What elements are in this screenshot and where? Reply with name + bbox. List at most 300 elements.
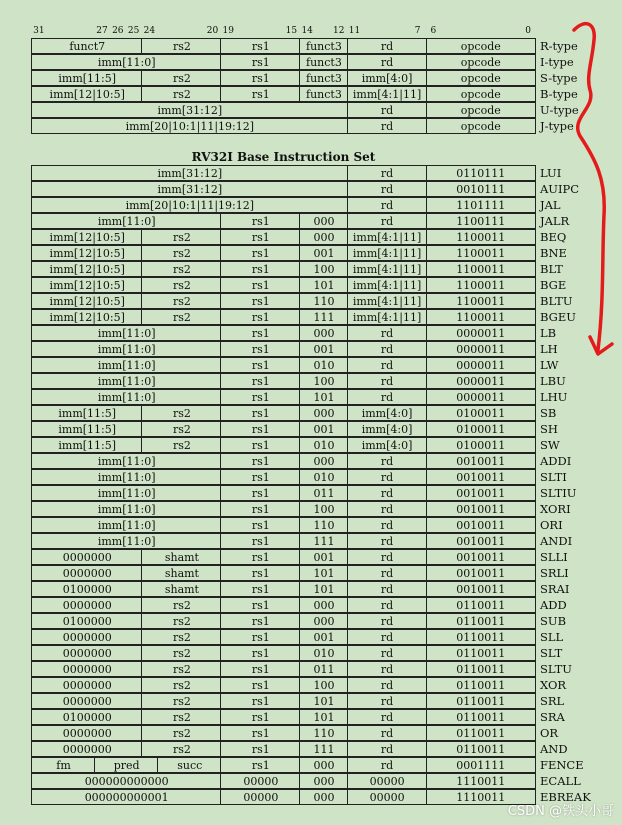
field-cell: rs1: [220, 677, 300, 693]
field-cell: rs1: [220, 341, 300, 357]
field-cell: 101: [299, 709, 347, 725]
field-cell: funct3: [299, 38, 347, 54]
field-cell: imm[4:1|11]: [347, 261, 427, 277]
field-cell: 011: [299, 661, 347, 677]
field-cell: 00000: [220, 773, 300, 789]
field-cell: rs2: [141, 613, 221, 629]
field-cell: fm: [31, 757, 95, 773]
field-cell: 0000000: [31, 597, 142, 613]
field-cell: rs1: [220, 70, 300, 86]
field-cell: 0000011: [426, 357, 536, 373]
field-cell: imm[4:0]: [347, 405, 427, 421]
field-cell: rs1: [220, 261, 300, 277]
field-cell: 00000: [347, 773, 427, 789]
field-cell: 000: [299, 789, 347, 805]
field-cell: opcode: [426, 102, 536, 118]
field-cell: 1100111: [426, 213, 536, 229]
field-cell: 0110011: [426, 645, 536, 661]
field-cell: imm[11:0]: [31, 54, 221, 70]
bit-label: 24: [143, 26, 156, 36]
row-label: ADD: [540, 598, 567, 612]
field-cell: imm[11:0]: [31, 533, 221, 549]
row-label: BGEU: [540, 310, 576, 324]
field-cell: imm[4:0]: [347, 421, 427, 437]
row-label: LBU: [540, 374, 566, 388]
field-cell: 100: [299, 373, 347, 389]
field-cell: rs1: [220, 613, 300, 629]
field-cell: rs2: [141, 725, 221, 741]
bit-label: 14: [301, 26, 313, 36]
field-cell: rs1: [220, 421, 300, 437]
field-cell: rd: [347, 549, 427, 565]
field-cell: 1100011: [426, 293, 536, 309]
field-cell: 0110011: [426, 741, 536, 757]
field-cell: rs2: [141, 421, 221, 437]
field-cell: opcode: [426, 54, 536, 70]
row-label: SLTIU: [540, 486, 577, 500]
field-cell: imm[20|10:1|11|19:12]: [31, 197, 348, 213]
field-cell: 100: [299, 261, 347, 277]
row-label: LHU: [540, 390, 568, 404]
field-cell: imm[11:0]: [31, 485, 221, 501]
row-label: SLL: [540, 630, 564, 644]
bit-label: 27: [96, 26, 108, 36]
field-cell: 110: [299, 517, 347, 533]
field-cell: 0010011: [426, 469, 536, 485]
field-cell: opcode: [426, 86, 536, 102]
field-cell: 001: [299, 421, 347, 437]
field-cell: 0110011: [426, 677, 536, 693]
field-cell: imm[4:1|11]: [347, 277, 427, 293]
field-cell: imm[4:0]: [347, 437, 427, 453]
bit-label: 15: [285, 26, 298, 36]
field-cell: 011: [299, 485, 347, 501]
field-cell: rs2: [141, 277, 221, 293]
watermark: CSDN @铁头小哥: [507, 804, 614, 819]
field-cell: rd: [347, 389, 427, 405]
field-cell: rs1: [220, 501, 300, 517]
row-label: FENCE: [540, 758, 584, 772]
field-cell: rs2: [141, 709, 221, 725]
field-cell: 0010011: [426, 533, 536, 549]
field-cell: 0000011: [426, 389, 536, 405]
field-cell: 101: [299, 581, 347, 597]
field-cell: 1110011: [426, 773, 536, 789]
row-label: XOR: [540, 678, 567, 692]
field-cell: rs1: [220, 533, 300, 549]
row-label: SW: [540, 438, 560, 452]
field-cell: imm[11:0]: [31, 501, 221, 517]
bit-label: 20: [206, 26, 219, 36]
field-cell: rd: [347, 54, 427, 70]
field-cell: imm[11:0]: [31, 213, 221, 229]
row-label: SUB: [540, 614, 567, 628]
row-label: LUI: [540, 166, 562, 180]
field-cell: rd: [347, 453, 427, 469]
field-cell: 110: [299, 293, 347, 309]
field-cell: imm[11:0]: [31, 469, 221, 485]
field-cell: rs1: [220, 38, 300, 54]
row-label: BGE: [540, 278, 567, 292]
field-cell: rd: [347, 357, 427, 373]
field-cell: rs1: [220, 229, 300, 245]
field-cell: imm[31:12]: [31, 102, 348, 118]
field-cell: 010: [299, 437, 347, 453]
field-cell: shamt: [141, 565, 221, 581]
row-label: BNE: [540, 246, 567, 260]
field-cell: 0110011: [426, 709, 536, 725]
field-cell: rs1: [220, 485, 300, 501]
field-cell: 100: [299, 501, 347, 517]
field-cell: rs1: [220, 469, 300, 485]
field-cell: rs1: [220, 453, 300, 469]
row-label: OR: [540, 726, 559, 740]
row-label: SB: [540, 406, 557, 420]
bit-label: 31: [33, 26, 45, 36]
field-cell: imm[12|10:5]: [31, 229, 142, 245]
field-cell: rs2: [141, 661, 221, 677]
field-cell: 001: [299, 341, 347, 357]
row-label: JALR: [540, 214, 570, 228]
bit-label: 25: [127, 26, 140, 36]
field-cell: rs1: [220, 309, 300, 325]
field-cell: opcode: [426, 38, 536, 54]
field-cell: rs1: [220, 293, 300, 309]
field-cell: rd: [347, 565, 427, 581]
field-cell: 0100000: [31, 613, 142, 629]
field-cell: rs1: [220, 245, 300, 261]
table-title: RV32I Base Instruction Set: [191, 150, 376, 164]
field-cell: 1100011: [426, 245, 536, 261]
field-cell: rd: [347, 102, 427, 118]
field-cell: rd: [347, 325, 427, 341]
field-cell: funct7: [31, 38, 142, 54]
field-cell: 000: [299, 453, 347, 469]
field-cell: rd: [347, 629, 427, 645]
field-cell: 101: [299, 693, 347, 709]
bit-label: 7: [414, 26, 421, 36]
row-label: SRLI: [540, 566, 569, 580]
field-cell: funct3: [299, 54, 347, 70]
row-label: XORI: [540, 502, 571, 516]
field-cell: 0100011: [426, 405, 536, 421]
field-cell: imm[11:0]: [31, 517, 221, 533]
field-cell: rd: [347, 517, 427, 533]
field-cell: imm[11:0]: [31, 341, 221, 357]
field-cell: rd: [347, 469, 427, 485]
field-cell: imm[12|10:5]: [31, 309, 142, 325]
field-cell: 000: [299, 773, 347, 789]
field-cell: 0110011: [426, 629, 536, 645]
field-cell: 0010011: [426, 501, 536, 517]
field-cell: 111: [299, 309, 347, 325]
field-cell: rs1: [220, 373, 300, 389]
field-cell: rs1: [220, 517, 300, 533]
field-cell: rs1: [220, 661, 300, 677]
field-cell: 0110011: [426, 597, 536, 613]
field-cell: 0010011: [426, 581, 536, 597]
field-cell: rs1: [220, 597, 300, 613]
row-label: U-type: [540, 103, 579, 117]
field-cell: 0000000: [31, 645, 142, 661]
row-label: LW: [540, 358, 559, 372]
row-label: SRAI: [540, 582, 570, 596]
field-cell: 111: [299, 741, 347, 757]
field-cell: imm[31:12]: [31, 165, 348, 181]
field-cell: rs2: [141, 741, 221, 757]
field-cell: 101: [299, 565, 347, 581]
field-cell: imm[4:1|11]: [347, 229, 427, 245]
field-cell: rs2: [141, 597, 221, 613]
field-cell: rd: [347, 741, 427, 757]
field-cell: imm[4:1|11]: [347, 245, 427, 261]
field-cell: shamt: [141, 549, 221, 565]
field-cell: 000: [299, 213, 347, 229]
field-cell: imm[11:0]: [31, 373, 221, 389]
row-label: SRA: [540, 710, 565, 724]
field-cell: rs2: [141, 645, 221, 661]
field-cell: 0110011: [426, 613, 536, 629]
field-cell: 1100011: [426, 309, 536, 325]
field-cell: rs2: [141, 437, 221, 453]
field-cell: 000: [299, 229, 347, 245]
row-label: EBREAK: [540, 790, 591, 804]
field-cell: 101: [299, 389, 347, 405]
row-label: R-type: [540, 39, 578, 53]
row-label: ORI: [540, 518, 563, 532]
field-cell: succ: [157, 757, 221, 773]
row-label: ADDI: [540, 454, 572, 468]
row-label: SRL: [540, 694, 565, 708]
field-cell: rs2: [141, 245, 221, 261]
field-cell: rs1: [220, 741, 300, 757]
field-cell: rd: [347, 485, 427, 501]
field-cell: 110: [299, 725, 347, 741]
field-cell: rd: [347, 501, 427, 517]
field-cell: rs1: [220, 645, 300, 661]
field-cell: imm[4:1|11]: [347, 293, 427, 309]
field-cell: 000: [299, 613, 347, 629]
field-cell: 0100000: [31, 581, 142, 597]
field-cell: 1100011: [426, 277, 536, 293]
field-cell: rs2: [141, 229, 221, 245]
field-cell: rs1: [220, 405, 300, 421]
field-cell: 00000: [220, 789, 300, 805]
field-cell: 001: [299, 245, 347, 261]
field-cell: rs2: [141, 629, 221, 645]
field-cell: 0000000: [31, 565, 142, 581]
field-cell: rs2: [141, 693, 221, 709]
field-cell: rs1: [220, 437, 300, 453]
field-cell: rs2: [141, 405, 221, 421]
field-cell: rs2: [141, 38, 221, 54]
field-cell: rs2: [141, 261, 221, 277]
field-cell: funct3: [299, 86, 347, 102]
field-cell: imm[11:5]: [31, 70, 142, 86]
field-cell: rs1: [220, 54, 300, 70]
field-cell: rd: [347, 581, 427, 597]
field-cell: imm[11:0]: [31, 453, 221, 469]
row-label: BLTU: [540, 294, 573, 308]
field-cell: imm[20|10:1|11|19:12]: [31, 118, 348, 134]
field-cell: rd: [347, 118, 427, 134]
field-cell: 0010011: [426, 549, 536, 565]
field-cell: rd: [347, 677, 427, 693]
field-cell: 0100011: [426, 437, 536, 453]
field-cell: rs1: [220, 86, 300, 102]
field-cell: 0110011: [426, 661, 536, 677]
field-cell: 001: [299, 549, 347, 565]
field-cell: 0000011: [426, 373, 536, 389]
field-cell: 0010011: [426, 565, 536, 581]
field-cell: imm[4:1|11]: [347, 309, 427, 325]
field-cell: rs1: [220, 565, 300, 581]
field-cell: 101: [299, 277, 347, 293]
row-label: LH: [540, 342, 558, 356]
field-cell: 0010111: [426, 181, 536, 197]
field-cell: 0110011: [426, 693, 536, 709]
field-cell: 000: [299, 405, 347, 421]
row-label: SH: [540, 422, 558, 436]
row-label: BEQ: [540, 230, 567, 244]
field-cell: rd: [347, 709, 427, 725]
row-label: ANDI: [540, 534, 573, 548]
field-cell: 0110111: [426, 165, 536, 181]
field-cell: rd: [347, 181, 427, 197]
field-cell: rs1: [220, 629, 300, 645]
field-cell: rs1: [220, 213, 300, 229]
field-cell: rs1: [220, 725, 300, 741]
field-cell: 00000: [347, 789, 427, 805]
field-cell: 1100011: [426, 261, 536, 277]
field-cell: rs1: [220, 389, 300, 405]
bit-label: 0: [525, 26, 531, 36]
field-cell: 0100000: [31, 709, 142, 725]
field-cell: rs1: [220, 357, 300, 373]
row-label: I-type: [540, 55, 574, 69]
field-cell: imm[12|10:5]: [31, 277, 142, 293]
field-cell: 0000000: [31, 693, 142, 709]
field-cell: 1101111: [426, 197, 536, 213]
row-label: BLT: [540, 262, 563, 276]
field-cell: rs2: [141, 70, 221, 86]
field-cell: pred: [94, 757, 158, 773]
row-label: SLTI: [540, 470, 567, 484]
field-cell: imm[31:12]: [31, 181, 348, 197]
field-cell: 0000000: [31, 725, 142, 741]
field-cell: 010: [299, 645, 347, 661]
field-cell: funct3: [299, 70, 347, 86]
bit-label: 12: [333, 26, 345, 36]
field-cell: 0000011: [426, 325, 536, 341]
field-cell: 1100011: [426, 229, 536, 245]
field-cell: rd: [347, 38, 427, 54]
field-cell: imm[11:0]: [31, 357, 221, 373]
field-cell: rd: [347, 533, 427, 549]
field-cell: rd: [347, 341, 427, 357]
field-cell: imm[11:5]: [31, 405, 142, 421]
field-cell: 0000000: [31, 677, 142, 693]
field-cell: imm[4:1|11]: [347, 86, 427, 102]
field-cell: rs1: [220, 277, 300, 293]
row-label: B-type: [540, 87, 578, 101]
field-cell: 0000000: [31, 629, 142, 645]
field-cell: imm[4:0]: [347, 70, 427, 86]
field-cell: rd: [347, 725, 427, 741]
field-cell: imm[12|10:5]: [31, 261, 142, 277]
field-cell: rd: [347, 645, 427, 661]
field-cell: rs1: [220, 693, 300, 709]
field-cell: 000000000001: [31, 789, 221, 805]
field-cell: rs1: [220, 757, 300, 773]
field-cell: 111: [299, 533, 347, 549]
field-cell: imm[11:5]: [31, 421, 142, 437]
field-cell: 0000011: [426, 341, 536, 357]
field-cell: rd: [347, 373, 427, 389]
field-cell: rs1: [220, 549, 300, 565]
field-cell: rs2: [141, 677, 221, 693]
field-cell: rd: [347, 613, 427, 629]
row-label: S-type: [540, 71, 578, 85]
row-label: SLT: [540, 646, 563, 660]
field-cell: 010: [299, 357, 347, 373]
field-cell: imm[11:0]: [31, 389, 221, 405]
field-cell: 0000000: [31, 741, 142, 757]
bit-label: 6: [430, 26, 437, 36]
field-cell: 000: [299, 757, 347, 773]
field-cell: 0110011: [426, 725, 536, 741]
field-cell: 0010011: [426, 453, 536, 469]
field-cell: rs2: [141, 309, 221, 325]
field-cell: rd: [347, 165, 427, 181]
row-label: SLLI: [540, 550, 568, 564]
field-cell: rs2: [141, 293, 221, 309]
field-cell: imm[11:0]: [31, 325, 221, 341]
field-cell: rd: [347, 693, 427, 709]
field-cell: rs2: [141, 86, 221, 102]
field-cell: rd: [347, 213, 427, 229]
field-cell: 0100011: [426, 421, 536, 437]
row-label: ECALL: [540, 774, 581, 788]
bit-label: 11: [348, 26, 361, 36]
field-cell: 100: [299, 677, 347, 693]
field-cell: 000000000000: [31, 773, 221, 789]
field-cell: opcode: [426, 118, 536, 134]
field-cell: rs1: [220, 581, 300, 597]
field-cell: imm[12|10:5]: [31, 245, 142, 261]
row-label: JAL: [540, 198, 561, 212]
row-label: AUIPC: [540, 182, 580, 196]
field-cell: 0000000: [31, 661, 142, 677]
field-cell: 0001111: [426, 757, 536, 773]
bit-label: 26: [112, 26, 124, 36]
row-label: SLTU: [540, 662, 572, 676]
field-cell: 1110011: [426, 789, 536, 805]
bit-label: 19: [222, 26, 234, 36]
field-cell: rs1: [220, 709, 300, 725]
row-label: AND: [540, 742, 568, 756]
field-cell: rd: [347, 597, 427, 613]
field-cell: 0010011: [426, 517, 536, 533]
field-cell: imm[12|10:5]: [31, 86, 142, 102]
field-cell: 000: [299, 325, 347, 341]
field-cell: 000: [299, 597, 347, 613]
field-cell: rs1: [220, 325, 300, 341]
field-cell: shamt: [141, 581, 221, 597]
field-cell: rd: [347, 661, 427, 677]
row-label: LB: [540, 326, 557, 340]
field-cell: rd: [347, 757, 427, 773]
